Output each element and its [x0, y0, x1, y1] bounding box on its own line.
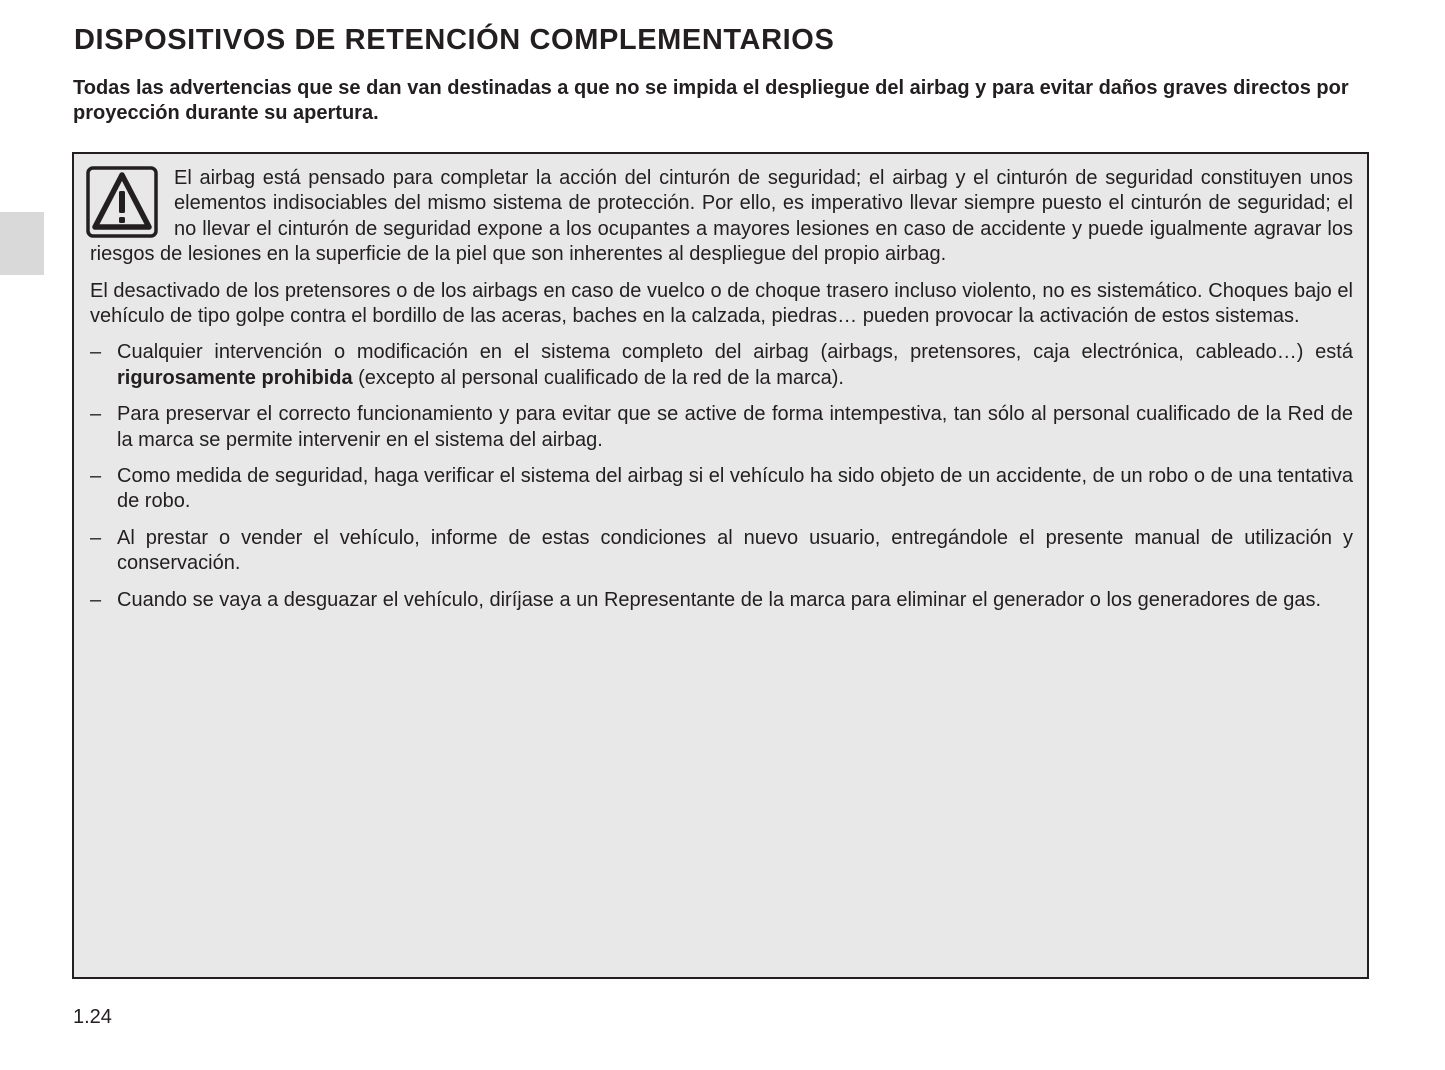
list-item: – Al prestar o vender el vehículo, informe de estas condiciones al nuevo usuario, entregándole el presente manual de utilización y conservación.: [90, 526, 1353, 575]
warning-paragraph-2: El desactivado de los pretensores o de los airbags en caso de vuelco o de choque trasero incluso violento, no es sistemático. Choques bajo el vehículo de tipo golpe contra el bordillo de las aceras, baches en la calzada, piedras… pueden provocar la activación de estos sistemas.: [90, 279, 1353, 328]
section-tab-marker: [0, 212, 44, 275]
dash-marker: –: [90, 526, 102, 549]
list-item: – Para preservar el correcto funcionamiento y para evitar que se active de forma intempestiva, tan sólo al personal cualificado de la Red de la marca se permite intervenir en el sistema del airbag.: [90, 403, 1353, 451]
dash-marker: –: [90, 341, 102, 364]
page-title: DISPOSITIVOS DE RETENCIÓN COMPLEMENTARIOS: [74, 24, 835, 56]
dash-marker: –: [90, 588, 102, 611]
dash-marker: –: [90, 465, 102, 488]
intro-paragraph: Todas las advertencias que se dan van destinadas a que no se impida el despliegue del airbag y para evitar daños graves directos por proyección durante su apertura.: [73, 77, 1349, 124]
list-item: – Cualquier intervención o modificación en el sistema completo del airbag (airbags, pretensores, caja electrónica, cableado…) está rigurosamente prohibida (excepto al personal cualificado de la red de la marca).: [90, 341, 1353, 389]
warning-content: [90, 166, 1353, 624]
page-number: 1.24: [73, 1006, 112, 1028]
emphasis-text: rigurosamente prohibida: [117, 366, 353, 389]
list-item: – Como medida de seguridad, haga verificar el sistema del airbag si el vehículo ha sido objeto de un accidente, de un robo o de una tentativa de robo.: [90, 465, 1353, 513]
warning-box: [72, 152, 1369, 979]
warning-paragraph-1: El airbag está pensado para completar la acción del cinturón de seguridad; el airbag y el cinturón de seguridad constituyen unos elementos indisociables del mismo sistema de protección. Por ello, es imperativo llevar siempre puesto el cinturón de seguridad; el no llevar el cinturón de seguridad expone a los ocupantes a mayores lesiones en caso de accidente y puede igualmente agravar los riesgos de lesiones en la superficie de la piel que son inherentes al despliegue del propio airbag.: [90, 167, 1353, 266]
list-item: – Cuando se vaya a desguazar el vehículo, diríjase a un Representante de la marca para eliminar el generador o los generadores de gas.: [90, 588, 1353, 613]
dash-marker: –: [90, 403, 102, 426]
